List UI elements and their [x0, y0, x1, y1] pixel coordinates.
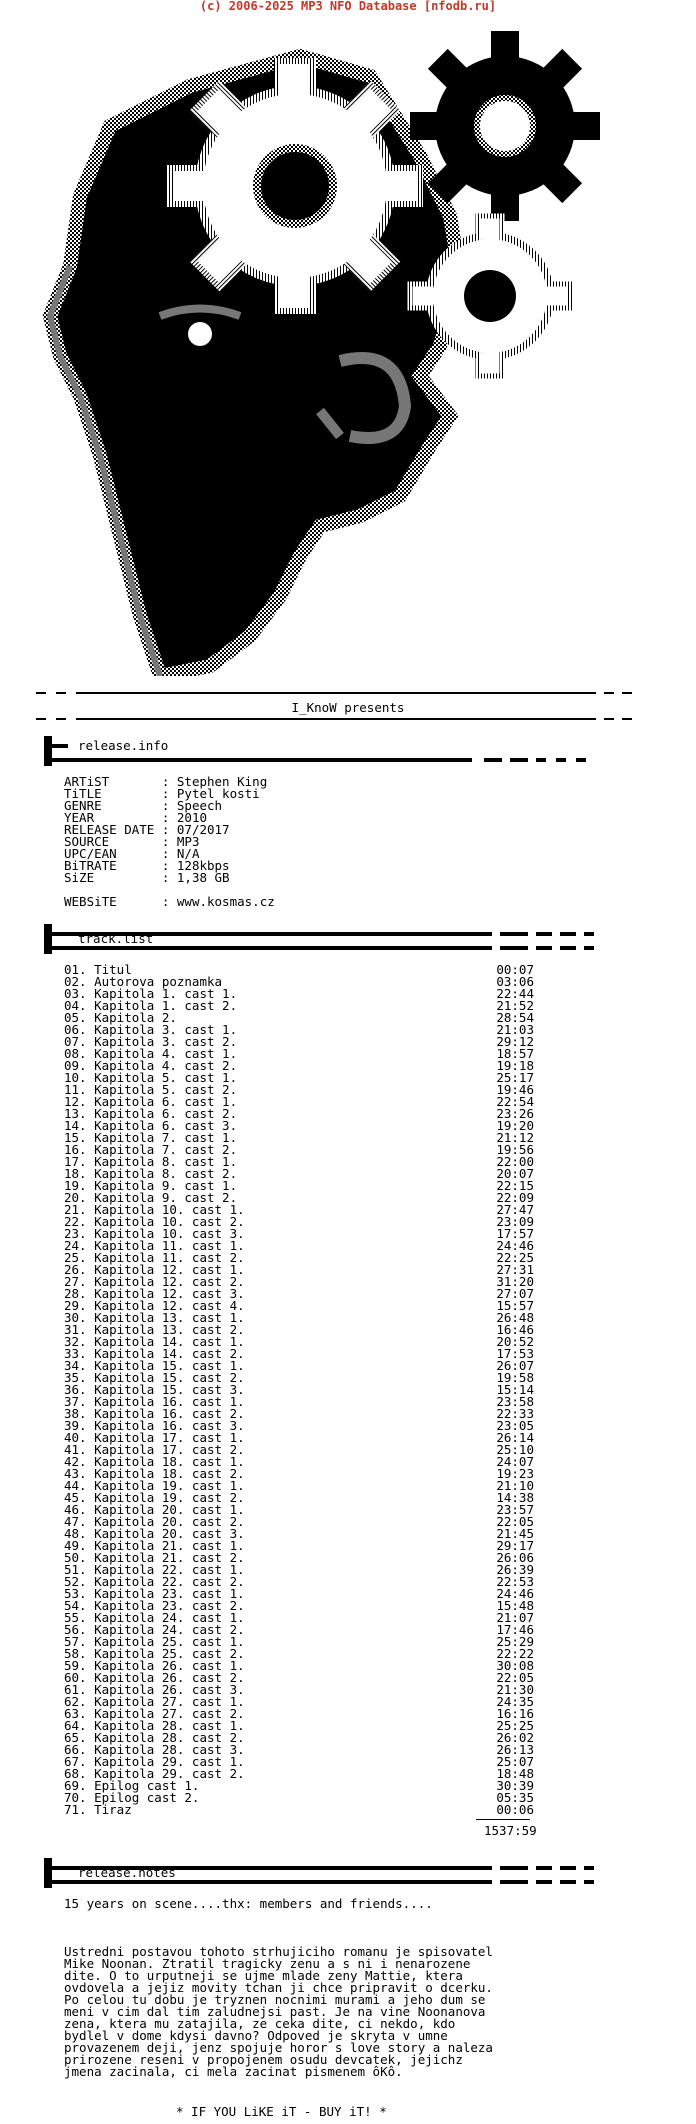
copyright-banner: (c) 2006-2025 MP3 NFO Database [nfodb.ru] — [199, 0, 497, 13]
info-row: SiZE : 1,38 GB — [64, 870, 230, 885]
info-value: 07/2017 — [176, 822, 230, 837]
track-time: 26:07 — [496, 1358, 534, 1373]
track-time: 19:18 — [496, 1058, 534, 1073]
info-key: WEBSiTE — [64, 894, 162, 909]
track-title: 46. Kapitola 20. cast 1. — [64, 1502, 245, 1517]
website-row: WEBSiTE : www.kosmas.cz — [64, 894, 275, 909]
track-time: 25:29 — [496, 1634, 534, 1649]
info-row: SOURCE : MP3 — [64, 834, 200, 849]
track-title: 21. Kapitola 10. cast 1. — [64, 1202, 245, 1217]
track-time: 25:07 — [496, 1754, 534, 1769]
track-time: 23:05 — [496, 1418, 534, 1433]
track-time: 25:17 — [496, 1070, 534, 1085]
track-title: 41. Kapitola 17. cast 2. — [64, 1442, 245, 1457]
track-title: 18. Kapitola 8. cast 2. — [64, 1166, 238, 1181]
track-time: 19:23 — [496, 1466, 534, 1481]
track-title: 20. Kapitola 9. cast 2. — [64, 1190, 238, 1205]
track-title: 03. Kapitola 1. cast 1. — [64, 986, 238, 1001]
track-time: 27:07 — [496, 1286, 534, 1301]
track-title: 38. Kapitola 16. cast 2. — [64, 1406, 245, 1421]
track-time: 15:14 — [496, 1382, 534, 1397]
track-time: 30:39 — [496, 1778, 534, 1793]
track-time: 24:07 — [496, 1454, 534, 1469]
notes-line: provazenem deji, jenz spojuje horor s love story a naleza — [64, 2040, 493, 2055]
track-title: 69. Epilog cast 1. — [64, 1778, 200, 1793]
info-key: RELEASE DATE — [64, 822, 162, 837]
track-time: 25:25 — [496, 1718, 534, 1733]
track-title: 63. Kapitola 27. cast 2. — [64, 1706, 245, 1721]
total-time: 1537:59 — [484, 1823, 537, 1838]
track-title: 12. Kapitola 6. cast 1. — [64, 1094, 238, 1109]
track-time: 19:56 — [496, 1142, 534, 1157]
info-row: YEAR : 2010 — [64, 810, 208, 825]
track-time: 05:35 — [496, 1790, 534, 1805]
track-time: 21:03 — [496, 1022, 534, 1037]
track-title: 26. Kapitola 12. cast 1. — [64, 1262, 245, 1277]
info-value: Speech — [176, 798, 223, 813]
track-title: 53. Kapitola 23. cast 1. — [64, 1586, 245, 1601]
track-time: 20:07 — [496, 1166, 534, 1181]
track-time: 21:52 — [496, 998, 534, 1013]
track-time: 26:14 — [496, 1430, 534, 1445]
track-title: 48. Kapitola 20. cast 3. — [64, 1526, 245, 1541]
release-info-block — [64, 776, 275, 908]
track-title: 60. Kapitola 26. cast 2. — [64, 1670, 245, 1685]
info-value: 2010 — [176, 810, 208, 825]
notes-line: jmena zacinala, ci mela zacinat pismenem ôKô. — [64, 2064, 403, 2079]
track-title: 34. Kapitola 15. cast 1. — [64, 1358, 245, 1373]
track-title: 09. Kapitola 4. cast 2. — [64, 1058, 238, 1073]
track-title: 25. Kapitola 11. cast 2. — [64, 1250, 245, 1265]
release-notes-title: release.notes — [78, 1865, 176, 1880]
track-title: 08. Kapitola 4. cast 1. — [64, 1046, 238, 1061]
info-row: BiTRATE : 128kbps — [64, 858, 230, 873]
presents-line: I_KnoW presents — [291, 700, 405, 715]
track-time: 21:12 — [496, 1130, 534, 1145]
info-value: Pytel kosti — [176, 786, 260, 801]
track-title: 10. Kapitola 5. cast 1. — [64, 1070, 238, 1085]
track-time: 16:46 — [496, 1322, 534, 1337]
track-title: 27. Kapitola 12. cast 2. — [64, 1274, 245, 1289]
notes-body — [64, 1946, 493, 2078]
info-value: MP3 — [176, 834, 200, 849]
track-time: 22:44 — [496, 986, 534, 1001]
track-time: 26:02 — [496, 1730, 534, 1745]
track-time: 14:38 — [496, 1490, 534, 1505]
track-time: 21:45 — [496, 1526, 534, 1541]
track-title: 67. Kapitola 29. cast 1. — [64, 1754, 245, 1769]
track-title: 71. Tiraz — [64, 1802, 132, 1817]
track-list — [64, 964, 534, 1816]
track-list-header — [44, 924, 604, 954]
track-time: 03:06 — [496, 974, 534, 989]
release-info-title: release.info — [78, 738, 169, 753]
track-title: 17. Kapitola 8. cast 1. — [64, 1154, 238, 1169]
track-title: 39. Kapitola 16. cast 3. — [64, 1418, 245, 1433]
track-time: 00:07 — [496, 962, 534, 977]
track-time: 22:33 — [496, 1406, 534, 1421]
track-title: 13. Kapitola 6. cast 2. — [64, 1106, 238, 1121]
track-time: 24:46 — [496, 1586, 534, 1601]
track-title: 61. Kapitola 26. cast 3. — [64, 1682, 245, 1697]
track-title: 28. Kapitola 12. cast 3. — [64, 1286, 245, 1301]
track-title: 37. Kapitola 16. cast 1. — [64, 1394, 245, 1409]
track-title: 42. Kapitola 18. cast 1. — [64, 1454, 245, 1469]
notes-line: dite. O to urputneji se ujme mlade zeny Mattie, ktera — [64, 1968, 463, 1983]
track-title: 36. Kapitola 15. cast 3. — [64, 1382, 245, 1397]
track-title: 33. Kapitola 14. cast 2. — [64, 1346, 245, 1361]
track-time: 19:58 — [496, 1370, 534, 1385]
track-time: 19:46 — [496, 1082, 534, 1097]
track-time: 16:16 — [496, 1706, 534, 1721]
track-title: 15. Kapitola 7. cast 1. — [64, 1130, 238, 1145]
track-time: 26:39 — [496, 1562, 534, 1577]
info-row: ARTiST : Stephen King — [64, 774, 268, 789]
total-divider — [476, 1819, 530, 1820]
track-time: 22:15 — [496, 1178, 534, 1193]
track-time: 24:35 — [496, 1694, 534, 1709]
notes-line: ovdovela a jejiz movity tchan ji chce pripravit o dcerku. — [64, 1980, 493, 1995]
track-time: 23:09 — [496, 1214, 534, 1229]
track-title: 05. Kapitola 2. — [64, 1010, 177, 1025]
track-title: 22. Kapitola 10. cast 2. — [64, 1214, 245, 1229]
track-title: 57. Kapitola 25. cast 1. — [64, 1634, 245, 1649]
track-title: 07. Kapitola 3. cast 2. — [64, 1034, 238, 1049]
info-key: SiZE — [64, 870, 162, 885]
info-key: GENRE — [64, 798, 162, 813]
track-time: 21:30 — [496, 1682, 534, 1697]
track-time: 22:54 — [496, 1094, 534, 1109]
track-title: 04. Kapitola 1. cast 2. — [64, 998, 238, 1013]
track-time: 26:06 — [496, 1550, 534, 1565]
track-title: 11. Kapitola 5. cast 2. — [64, 1082, 238, 1097]
track-time: 30:08 — [496, 1658, 534, 1673]
track-title: 43. Kapitola 18. cast 2. — [64, 1466, 245, 1481]
track-time: 25:10 — [496, 1442, 534, 1457]
info-key: BiTRATE — [64, 858, 162, 873]
track-title: 35. Kapitola 15. cast 2. — [64, 1370, 245, 1385]
track-time: 15:57 — [496, 1298, 534, 1313]
track-title: 06. Kapitola 3. cast 1. — [64, 1022, 238, 1037]
track-time: 21:07 — [496, 1610, 534, 1625]
track-time: 22:22 — [496, 1646, 534, 1661]
track-time: 23:26 — [496, 1106, 534, 1121]
track-time: 22:00 — [496, 1154, 534, 1169]
track-time: 26:48 — [496, 1310, 534, 1325]
track-title: 54. Kapitola 23. cast 2. — [64, 1598, 245, 1613]
track-title: 16. Kapitola 7. cast 2. — [64, 1142, 238, 1157]
track-title: 02. Autorova poznamka — [64, 974, 223, 989]
track-time: 23:57 — [496, 1502, 534, 1517]
notes-line: Mike Noonan. Ztratil tragicky zenu a s ni i nenarozene — [64, 1956, 471, 1971]
info-value: 1,38 GB — [176, 870, 230, 885]
track-time: 27:47 — [496, 1202, 534, 1217]
track-title: 49. Kapitola 21. cast 1. — [64, 1538, 245, 1553]
track-title: 70. Epilog cast 2. — [64, 1790, 200, 1805]
notes-greeting: 15 years on scene....thx: members and friends.... — [64, 1896, 433, 1911]
track-title: 40. Kapitola 17. cast 1. — [64, 1430, 245, 1445]
track-title: 29. Kapitola 12. cast 4. — [64, 1298, 245, 1313]
info-key: SOURCE — [64, 834, 162, 849]
track-time: 17:53 — [496, 1346, 534, 1361]
track-title: 66. Kapitola 28. cast 3. — [64, 1742, 245, 1757]
track-row — [64, 1792, 534, 1804]
track-time: 31:20 — [496, 1274, 534, 1289]
track-title: 23. Kapitola 10. cast 3. — [64, 1226, 245, 1241]
track-title: 56. Kapitola 24. cast 2. — [64, 1622, 245, 1637]
track-title: 58. Kapitola 25. cast 2. — [64, 1646, 245, 1661]
info-row: UPC/EAN : N/A — [64, 846, 200, 861]
track-row — [64, 1804, 534, 1816]
info-row: GENRE : Speech — [64, 798, 223, 813]
track-time: 27:31 — [496, 1262, 534, 1277]
track-title: 62. Kapitola 27. cast 1. — [64, 1694, 245, 1709]
notes-line: Po celou tu dobu je tryznen nocnimi murami a jeho dum se — [64, 1992, 486, 2007]
track-time: 28:54 — [496, 1010, 534, 1025]
track-title: 24. Kapitola 11. cast 1. — [64, 1238, 245, 1253]
notes-line: prirozene reseni v propojenem osudu devcatek, jejichz — [64, 2052, 463, 2067]
track-title: 51. Kapitola 22. cast 1. — [64, 1562, 245, 1577]
track-time: 18:48 — [496, 1766, 534, 1781]
track-title: 47. Kapitola 20. cast 2. — [64, 1514, 245, 1529]
track-title: 19. Kapitola 9. cast 1. — [64, 1178, 238, 1193]
notes-line: bydlel v dome kdysi davno? Odpoved je skryta v umne — [64, 2028, 448, 2043]
track-time: 00:06 — [496, 1802, 534, 1817]
notes-line: zena, ktera mu zatajila, ze ceka dite, ci nekdo, kdo — [64, 2016, 456, 2031]
track-list-title: track.list — [78, 931, 154, 946]
track-time: 17:57 — [496, 1226, 534, 1241]
track-time: 17:46 — [496, 1622, 534, 1637]
track-time: 15:48 — [496, 1598, 534, 1613]
buy-it-line: * IF YOU LiKE iT - BUY iT! * — [176, 2104, 387, 2119]
info-value: 128kbps — [176, 858, 230, 873]
track-title: 45. Kapitola 19. cast 2. — [64, 1490, 245, 1505]
track-time: 21:10 — [496, 1478, 534, 1493]
track-time: 22:09 — [496, 1190, 534, 1205]
head-gears-logo — [40, 16, 630, 676]
track-title: 31. Kapitola 13. cast 2. — [64, 1322, 245, 1337]
track-title: 68. Kapitola 29. cast 2. — [64, 1766, 245, 1781]
track-title: 65. Kapitola 28. cast 2. — [64, 1730, 245, 1745]
track-title: 59. Kapitola 26. cast 1. — [64, 1658, 245, 1673]
info-key: YEAR — [64, 810, 162, 825]
track-time: 22:05 — [496, 1670, 534, 1685]
track-title: 55. Kapitola 24. cast 1. — [64, 1610, 245, 1625]
track-title: 52. Kapitola 22. cast 2. — [64, 1574, 245, 1589]
notes-line: Ustredni postavou tohoto strhujiciho romanu je spisovatel — [64, 1944, 493, 1959]
track-time: 22:05 — [496, 1514, 534, 1529]
track-time: 29:12 — [496, 1034, 534, 1049]
info-row: RELEASE DATE : 07/2017 — [64, 822, 230, 837]
track-time: 20:52 — [496, 1334, 534, 1349]
info-value: N/A — [176, 846, 200, 861]
track-time: 22:53 — [496, 1574, 534, 1589]
info-key: UPC/EAN — [64, 846, 162, 861]
track-time: 18:57 — [496, 1046, 534, 1061]
track-title: 30. Kapitola 13. cast 1. — [64, 1310, 245, 1325]
track-title: 50. Kapitola 21. cast 2. — [64, 1550, 245, 1565]
track-time: 19:20 — [496, 1118, 534, 1133]
info-value: www.kosmas.cz — [176, 894, 275, 909]
track-time: 22:25 — [496, 1250, 534, 1265]
track-time: 24:46 — [496, 1238, 534, 1253]
track-title: 32. Kapitola 14. cast 1. — [64, 1334, 245, 1349]
info-value: Stephen King — [176, 774, 268, 789]
release-info-header — [44, 736, 604, 766]
track-time: 29:17 — [496, 1538, 534, 1553]
track-time: 26:13 — [496, 1742, 534, 1757]
track-title: 14. Kapitola 6. cast 3. — [64, 1118, 238, 1133]
track-title: 44. Kapitola 19. cast 1. — [64, 1478, 245, 1493]
info-key: ARTiST — [64, 774, 162, 789]
notes-line: meni v cim dal tim zaludnejsi past. Je na vine Noonanova — [64, 2004, 486, 2019]
release-notes-header — [44, 1858, 604, 1888]
track-time: 23:58 — [496, 1394, 534, 1409]
info-row: TiTLE : Pytel kosti — [64, 786, 260, 801]
info-key: TiTLE — [64, 786, 162, 801]
track-title: 01. Titul — [64, 962, 132, 977]
track-title: 64. Kapitola 28. cast 1. — [64, 1718, 245, 1733]
